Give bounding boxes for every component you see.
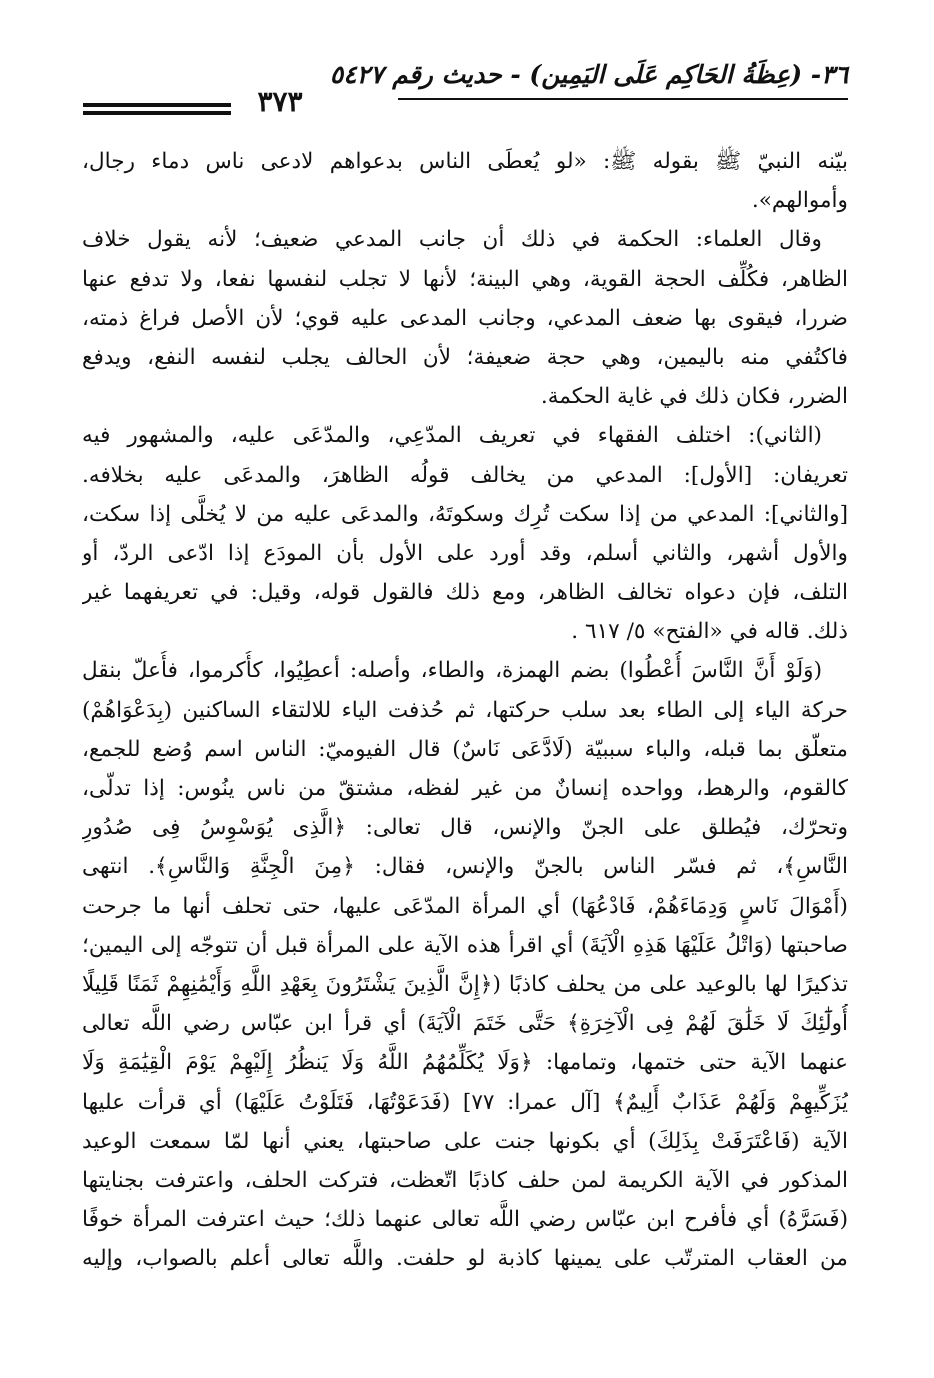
- text-line: [والثاني]: المدعي من إذا سكت تُرِك وسكوتَهُ، والمدعَى عليه من لا يُخلَّى إذا سكت،: [82, 501, 848, 527]
- text-line: (الثاني): اختلف الفقهاء في تعريف المدّعِي، والمدّعَى عليه، والمشهور فيه: [82, 423, 822, 449]
- text-line: ضررا، فيقوى بها ضعف المدعي، وجانب المدعى عليه قوي؛ لأن الأصل فراغ ذمته،: [82, 305, 848, 331]
- text-line: التلف، فإن دعواه تخالف الظاهر، ومع ذلك فالقول قوله، وقيل: في تعريفهما غير: [82, 580, 848, 606]
- text-line: فاكتُفي منه باليمين، وهي حجة ضعيفة؛ لأن الحالف يجلب لنفسه النفع، ويدفع: [82, 344, 848, 370]
- text-line: حركة الياء إلى الطاء بعد سلب حركتها، ثم حُذفت الياء للالتقاء الساكنين (بِدَعْوَاهُمْ): [82, 697, 848, 723]
- text-line: وأموالهم».: [751, 188, 848, 214]
- page-number: ٣٧٣: [257, 85, 303, 118]
- header-double-rule: [83, 103, 231, 119]
- text-line: صاحبتها (وَاتْلُ عَلَيْهَا هَذِهِ الْآيَةَ) أي اقرأ هذه الآية على المرأة قبل أن تتوجّه إلى اليمين؛: [82, 932, 848, 958]
- text-line: ذلك. قاله في «الفتح» ٥/ ٦١٧ .: [571, 619, 848, 645]
- text-line: المذكور في الآية الكريمة لمن حلف كاذبًا اتّعظت، فتركت الحلف، واعترفت بجنايتها: [82, 1167, 848, 1193]
- body-text: [82, 142, 848, 1278]
- text-line: تذكيرًا لها بالوعيد على من يحلف كاذبًا (﴿إِنَّ الَّذِينَ يَشْتَرُونَ بِعَهْدِ اللَّهِ وَأَيْمَٰنِهِمْ ثَمَنًا قَلِيلًا: [82, 971, 848, 997]
- text-line: أُولَٰٓئِكَ لَا خَلَٰقَ لَهُمْ فِى الْآخِرَةِ﴾ حَتَّى خَتَمَ الْآيَةَ) أي قرأ ابن عبّاس رضي اللَّه تعالى: [82, 1011, 848, 1037]
- text-line: متعلّق بما قبله، والباء سببيّة (لَادَّعَى نَاسٌ) قال الفيوميّ: الناس اسم وُضع للجمع،: [82, 736, 848, 762]
- header-double-rule-line: [83, 103, 231, 107]
- text-line: النَّاسِ﴾، ثم فسّر الناس بالجنّ والإنس، فقال: ﴿مِنَ الْجِنَّةِ وَالنَّاسِ﴾. انتهى: [82, 854, 848, 880]
- text-line: الآية (فَاعْتَرَفَتْ بِذَلِكَ) أي بكونها جنت على صاحبتها، يعني أنها لمّا سمعت الوعيد: [82, 1128, 848, 1154]
- text-line: من العقاب المترتّب على يمينها كاذبة لو حلفت. واللَّه تعالى أعلم بالصواب، وإليه: [82, 1246, 848, 1272]
- text-line: تعريفان: [الأول]: المدعي من يخالف قولُه الظاهرَ، والمدعَى عليه بخلافه.: [82, 462, 848, 488]
- text-line: والأول أشهر، والثاني أسلم، وقد أورد على الأول بأن المودَع إذا ادّعى الردّ، أو: [82, 540, 848, 566]
- text-line: يُزَكِّيهِمْ وَلَهُمْ عَذَابٌ أَلِيمٌ﴾ [آل عمرا: ٧٧] (فَدَعَوْتُهَا، فَتَلَوْتُ عَلَيْهَا) أي قرأت عليها: [82, 1089, 848, 1115]
- header-rule: [398, 98, 848, 100]
- header-double-rule-line: [83, 111, 231, 115]
- text-line: الضرر، فكان ذلك في غاية الحكمة.: [540, 384, 848, 410]
- text-line: بيّنه النبيّ ﷺ بقوله ﷺ: «لو يُعطَى الناس بدعواهم لادعى ناس دماء رجال،: [82, 149, 848, 174]
- text-line: (وَلَوْ أَنَّ النَّاسَ أُعْطُوا) بضم الهمزة، والطاء، وأصله: أعطِيُوا، كأُكرموا، فأُعلّ بنقل: [82, 658, 822, 684]
- text-line: (فَسَرَّهُ) أي فأفرح ابن عبّاس رضي اللَّه تعالى عنهما ذلك؛ حيث اعترفت المرأة خوفًا: [82, 1207, 848, 1233]
- text-line: الظاهر، فكُلِّف الحجة القوية، وهي البينة؛ لأنها لا تجلب لنفسها نفعا، ولا تدفع عنها: [82, 266, 848, 292]
- text-line: عنهما الآية حتى ختمها، وتمامها: ﴿وَلَا يُكَلِّمُهُمُ اللَّهُ وَلَا يَنظُرُ إِلَيْهِمْ يَوْمَ الْقِيَٰمَةِ وَلَا: [82, 1050, 848, 1076]
- text-line: (أَمْوَالَ نَاسٍ وَدِمَاءَهُمْ، فَادْعُهَا) أي المرأة المدّعَى عليها، حتى تحلف أنها ما جرحت: [82, 893, 848, 919]
- running-header-title: ٣٦- (عِظَةُ الحَاكِم عَلَى اليَمِين) - حديث رقم ٥٤٢٧: [329, 60, 848, 89]
- text-line: وتحرّك، فيُطلق على الجنّ والإنس، قال تعالى: ﴿الَّذِى يُوَسْوِسُ فِى صُدُورِ: [82, 815, 848, 841]
- text-line: وقال العلماء: الحكمة في ذلك أن جانب المدعي ضعيف؛ لأنه يقول خلاف: [82, 227, 822, 253]
- text-line: كالقوم، والرهط، وواحده إنسانٌ من غير لفظه، مشتقّ من ناس ينُوس: إذا تدلّى،: [82, 776, 848, 801]
